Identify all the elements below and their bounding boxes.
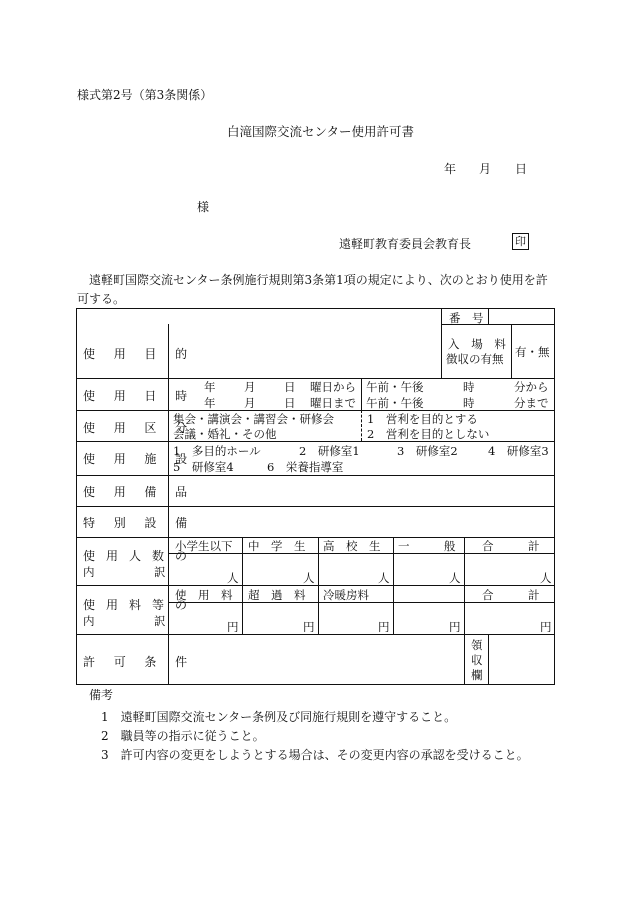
admission-fee-option[interactable]: 有・無 (515, 345, 550, 359)
from-year: 年 (204, 380, 216, 394)
people-col-header: 高 校 生 (323, 539, 381, 553)
facility-item[interactable]: 6 栄養指導室 (267, 460, 344, 474)
notes-heading: 備考 (89, 688, 114, 702)
conditions-label: 許 可 条 件 (83, 655, 195, 669)
receipt-label: 収 (471, 653, 483, 667)
note-item: 2 職員等の指示に従うこと。 (101, 729, 265, 743)
from-ampm[interactable]: 午前・午後 (366, 380, 424, 394)
category-types-2[interactable]: 会議・婚礼・その他 (173, 427, 277, 441)
fees-unit: 円 (449, 620, 461, 634)
category-label: 使 用 区 分 (83, 421, 195, 435)
form-number: 様式第2号（第3条関係） (77, 88, 213, 102)
number-field[interactable] (489, 309, 553, 323)
to-minute: 分まで (514, 396, 549, 410)
category-types-1[interactable]: 集会・講演会・講習会・研修会 (173, 412, 334, 426)
from-minute: 分から (514, 380, 549, 394)
fees-col-header: 合 計 (482, 588, 540, 602)
people-unit: 人 (227, 571, 239, 585)
to-day: 日 (284, 396, 296, 410)
from-weekday: 曜日から (310, 380, 356, 394)
date-year: 年 (444, 162, 457, 176)
date-day: 日 (515, 162, 528, 176)
people-label-wake: 訳 (154, 565, 166, 579)
to-year: 年 (204, 396, 216, 410)
people-label: 使 用 人 数 の (83, 549, 191, 563)
admission-fee-label: 入 場 料 (448, 337, 510, 351)
fees-label: 使 用 料 等 の (83, 598, 191, 612)
from-day: 日 (284, 380, 296, 394)
fees-col-header: 冷暖房料 (323, 588, 369, 602)
people-unit: 人 (378, 571, 390, 585)
special-field[interactable] (169, 507, 553, 536)
seal-stamp: 印 (512, 233, 529, 250)
issuer: 遠軽町教育委員会教育長 (339, 237, 472, 251)
fees-label-wake: 訳 (154, 614, 166, 628)
fees-label-uchi: 内 (83, 614, 95, 628)
facility-item[interactable]: 2 研修室1 (299, 444, 360, 458)
addressee-suffix: 様 (197, 200, 210, 214)
conditions-field[interactable] (169, 635, 463, 683)
to-weekday: 曜日まで (310, 396, 356, 410)
people-col-header: 中 学 生 (248, 539, 306, 553)
purpose-label: 使 用 目 的 (83, 347, 195, 361)
from-hour: 時 (463, 380, 475, 394)
admission-fee-label-2: 徴収の有無 (446, 352, 504, 366)
fees-col-header: 超 過 料 (248, 588, 306, 602)
facility-label: 使 用 施 設 (83, 452, 195, 466)
people-unit: 人 (303, 571, 315, 585)
profit-option-2[interactable]: 2 営利を目的としない (367, 427, 490, 441)
receipt-label: 領 (471, 638, 483, 652)
people-unit: 人 (449, 571, 461, 585)
receipt-label: 欄 (471, 668, 483, 682)
to-ampm[interactable]: 午前・午後 (366, 396, 424, 410)
equipment-field[interactable] (169, 476, 553, 505)
people-col-header: 合 計 (482, 539, 540, 553)
datetime-label: 使 用 日 時 (83, 389, 195, 403)
special-label: 特 別 設 備 (83, 516, 195, 530)
purpose-field[interactable] (169, 325, 440, 377)
people-col-header: 一 般 (398, 539, 456, 553)
note-item: 1 遠軽町国際交流センター条例及び同施行規則を遵守すること。 (101, 710, 457, 724)
people-label-uchi: 内 (83, 565, 95, 579)
fees-unit: 円 (227, 620, 239, 634)
to-hour: 時 (463, 396, 475, 410)
facility-item[interactable]: 1 多目的ホール (173, 444, 261, 458)
document-title: 白滝国際交流センター使用許可書 (227, 124, 415, 139)
people-col-header: 小学生以下 (175, 539, 233, 553)
from-month: 月 (244, 380, 256, 394)
equipment-label: 使 用 備 品 (83, 485, 195, 499)
note-item: 3 許可内容の変更をしようとする場合は、その変更内容の承認を受けること。 (101, 748, 529, 762)
intro-paragraph: 遠軽町国際交流センター条例施行規則第3条第1項の規定により、次のとおり使用を許可する。 (77, 273, 548, 306)
to-month: 月 (244, 396, 256, 410)
people-unit: 人 (540, 571, 552, 585)
date-month: 月 (479, 162, 492, 176)
fees-unit: 円 (378, 620, 390, 634)
facility-item[interactable]: 3 研修室2 (397, 444, 458, 458)
permit-form-table (76, 308, 555, 685)
facility-item[interactable]: 5 研修室4 (173, 460, 234, 474)
profit-option-1[interactable]: 1 営利を目的とする (367, 412, 478, 426)
fees-unit: 円 (303, 620, 315, 634)
facility-item[interactable]: 4 研修室3 (488, 444, 549, 458)
fees-col-header: 使 用 料 (175, 588, 233, 602)
fees-unit: 円 (540, 620, 552, 634)
number-label: 番 号 (449, 311, 484, 325)
